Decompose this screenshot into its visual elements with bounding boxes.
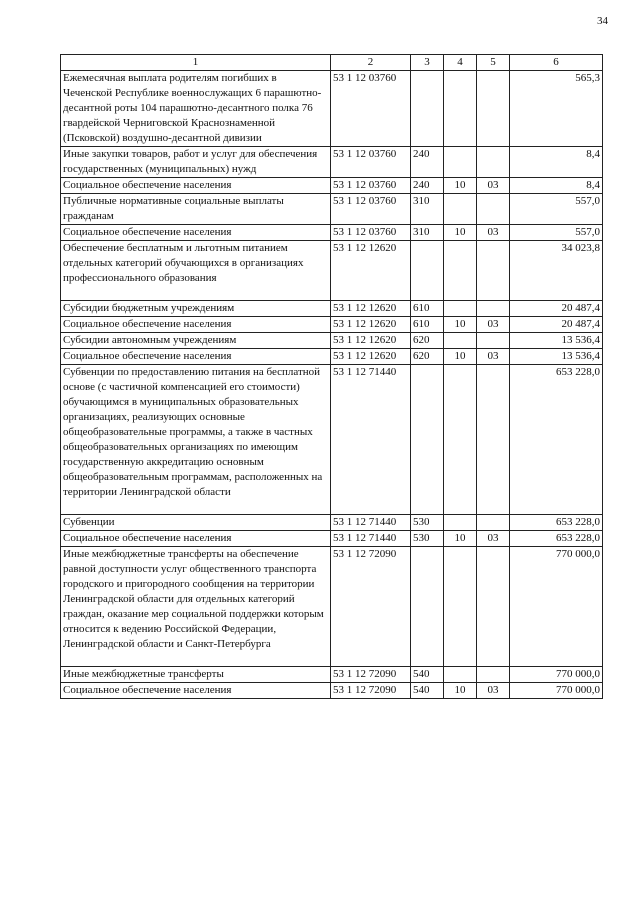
row-rz-cell: 10 (444, 531, 477, 547)
row-sum-cell: 13 536,4 (510, 349, 603, 365)
row-vr-cell: 610 (411, 301, 444, 317)
row-pr-cell (477, 515, 510, 531)
table-row (61, 333, 603, 349)
page-number: 34 (597, 15, 608, 27)
row-vr-cell: 620 (411, 333, 444, 349)
row-vr-cell: 540 (411, 667, 444, 683)
row-vr-cell: 310 (411, 225, 444, 241)
row-code-cell: 53 1 12 72090 (331, 547, 411, 667)
row-pr-cell (477, 365, 510, 515)
row-pr-cell: 03 (477, 225, 510, 241)
row-pr-cell: 03 (477, 178, 510, 194)
row-sum-cell: 557,0 (510, 194, 603, 225)
row-vr-cell: 610 (411, 317, 444, 333)
row-vr-cell (411, 365, 444, 515)
budget-table (60, 54, 603, 699)
row-code-cell: 53 1 12 72090 (331, 683, 411, 699)
row-rz-cell (444, 241, 477, 301)
table-row (61, 241, 603, 301)
header-cell-vr: 3 (411, 55, 444, 71)
row-rz-cell (444, 365, 477, 515)
table-body (61, 55, 603, 699)
row-code-cell: 53 1 12 71440 (331, 531, 411, 547)
table-row (61, 349, 603, 365)
row-name-cell: Социальное обеспечение населения (61, 531, 331, 547)
row-pr-cell: 03 (477, 531, 510, 547)
row-name-cell: Иные межбюджетные трансферты на обеспечение равной доступности услуг общественного транспорта городского и пригородного сообщения на территории Ленинградской области для отдельных категорий граждан, оказание мер социальной поддержки которым относится к ведению Российской Федерации, Ленинградской области и Санкт-Петербурга (61, 547, 331, 667)
row-vr-cell: 240 (411, 147, 444, 178)
row-code-cell: 53 1 12 12620 (331, 317, 411, 333)
row-sum-cell: 770 000,0 (510, 683, 603, 699)
table-row (61, 178, 603, 194)
row-name-cell: Ежемесячная выплата родителям погибших в Чеченской Республике военнослужащих 6 парашютно-десантной роты 104 парашютно-десантного полка 76 гвардейской Черниговской Краснознаменной (Псковской) воздушно-десантной дивизии (61, 71, 331, 147)
row-pr-cell (477, 333, 510, 349)
row-sum-cell: 565,3 (510, 71, 603, 147)
table-row (61, 365, 603, 515)
row-rz-cell (444, 147, 477, 178)
table-row (61, 515, 603, 531)
header-cell-code: 2 (331, 55, 411, 71)
row-name-cell: Субвенции по предоставлению питания на бесплатной основе (с частичной компенсацией его стоимости) обучающимся в муниципальных образовательных организациях, реализующих основные общеобразовательные программы, а также в частных общеобразовательных организациях по имеющим государственную аккредитацию основным общеобразовательным программам, расположенных на территории Ленинградской области (61, 365, 331, 515)
row-pr-cell (477, 71, 510, 147)
row-sum-cell: 8,4 (510, 147, 603, 178)
row-rz-cell (444, 515, 477, 531)
table-row (61, 147, 603, 178)
row-name-cell: Социальное обеспечение населения (61, 317, 331, 333)
row-pr-cell (477, 301, 510, 317)
table-row (61, 225, 603, 241)
row-pr-cell (477, 147, 510, 178)
row-code-cell: 53 1 12 03760 (331, 225, 411, 241)
row-rz-cell (444, 333, 477, 349)
row-sum-cell: 557,0 (510, 225, 603, 241)
row-vr-cell: 530 (411, 531, 444, 547)
row-rz-cell: 10 (444, 178, 477, 194)
header-cell-sum: 6 (510, 55, 603, 71)
row-name-cell: Социальное обеспечение населения (61, 178, 331, 194)
table-row (61, 683, 603, 699)
header-cell-name: 1 (61, 55, 331, 71)
row-code-cell: 53 1 12 71440 (331, 515, 411, 531)
row-name-cell: Социальное обеспечение населения (61, 349, 331, 365)
row-sum-cell: 13 536,4 (510, 333, 603, 349)
row-sum-cell: 20 487,4 (510, 301, 603, 317)
row-pr-cell (477, 667, 510, 683)
row-code-cell: 53 1 12 03760 (331, 147, 411, 178)
row-rz-cell (444, 71, 477, 147)
row-name-cell: Субсидии бюджетным учреждениям (61, 301, 331, 317)
row-name-cell: Социальное обеспечение населения (61, 225, 331, 241)
row-code-cell: 53 1 12 03760 (331, 178, 411, 194)
row-pr-cell (477, 241, 510, 301)
row-rz-cell (444, 194, 477, 225)
row-rz-cell: 10 (444, 225, 477, 241)
table-row (61, 667, 603, 683)
row-rz-cell: 10 (444, 317, 477, 333)
table-row (61, 71, 603, 147)
table-row (61, 547, 603, 667)
row-code-cell: 53 1 12 12620 (331, 333, 411, 349)
table-header-row (61, 55, 603, 71)
row-name-cell: Субсидии автономным учреждениям (61, 333, 331, 349)
table-row (61, 317, 603, 333)
row-name-cell: Иные закупки товаров, работ и услуг для обеспечения государственных (муниципальных) нужд (61, 147, 331, 178)
header-cell-pr: 5 (477, 55, 510, 71)
row-code-cell: 53 1 12 03760 (331, 71, 411, 147)
row-code-cell: 53 1 12 71440 (331, 365, 411, 515)
header-cell-rz: 4 (444, 55, 477, 71)
row-vr-cell (411, 241, 444, 301)
row-rz-cell (444, 667, 477, 683)
row-sum-cell: 34 023,8 (510, 241, 603, 301)
row-pr-cell: 03 (477, 317, 510, 333)
row-name-cell: Социальное обеспечение населения (61, 683, 331, 699)
row-vr-cell: 310 (411, 194, 444, 225)
row-vr-cell: 240 (411, 178, 444, 194)
row-code-cell: 53 1 12 12620 (331, 241, 411, 301)
row-name-cell: Иные межбюджетные трансферты (61, 667, 331, 683)
row-code-cell: 53 1 12 12620 (331, 301, 411, 317)
row-name-cell: Субвенции (61, 515, 331, 531)
row-pr-cell: 03 (477, 683, 510, 699)
row-vr-cell: 620 (411, 349, 444, 365)
row-rz-cell (444, 301, 477, 317)
row-pr-cell: 03 (477, 349, 510, 365)
row-sum-cell: 20 487,4 (510, 317, 603, 333)
row-sum-cell: 653 228,0 (510, 531, 603, 547)
table-row (61, 301, 603, 317)
row-vr-cell: 530 (411, 515, 444, 531)
row-sum-cell: 653 228,0 (510, 515, 603, 531)
table-row (61, 531, 603, 547)
table-row (61, 194, 603, 225)
row-sum-cell: 770 000,0 (510, 547, 603, 667)
row-sum-cell: 653 228,0 (510, 365, 603, 515)
row-vr-cell (411, 547, 444, 667)
row-name-cell: Обеспечение бесплатным и льготным питанием отдельных категорий обучающихся в организациях профессионального образования (61, 241, 331, 301)
row-vr-cell (411, 71, 444, 147)
row-vr-cell: 540 (411, 683, 444, 699)
row-code-cell: 53 1 12 12620 (331, 349, 411, 365)
row-code-cell: 53 1 12 72090 (331, 667, 411, 683)
row-rz-cell: 10 (444, 683, 477, 699)
row-sum-cell: 770 000,0 (510, 667, 603, 683)
row-name-cell: Публичные нормативные социальные выплаты гражданам (61, 194, 331, 225)
row-sum-cell: 8,4 (510, 178, 603, 194)
row-rz-cell (444, 547, 477, 667)
row-pr-cell (477, 194, 510, 225)
row-code-cell: 53 1 12 03760 (331, 194, 411, 225)
row-pr-cell (477, 547, 510, 667)
row-rz-cell: 10 (444, 349, 477, 365)
